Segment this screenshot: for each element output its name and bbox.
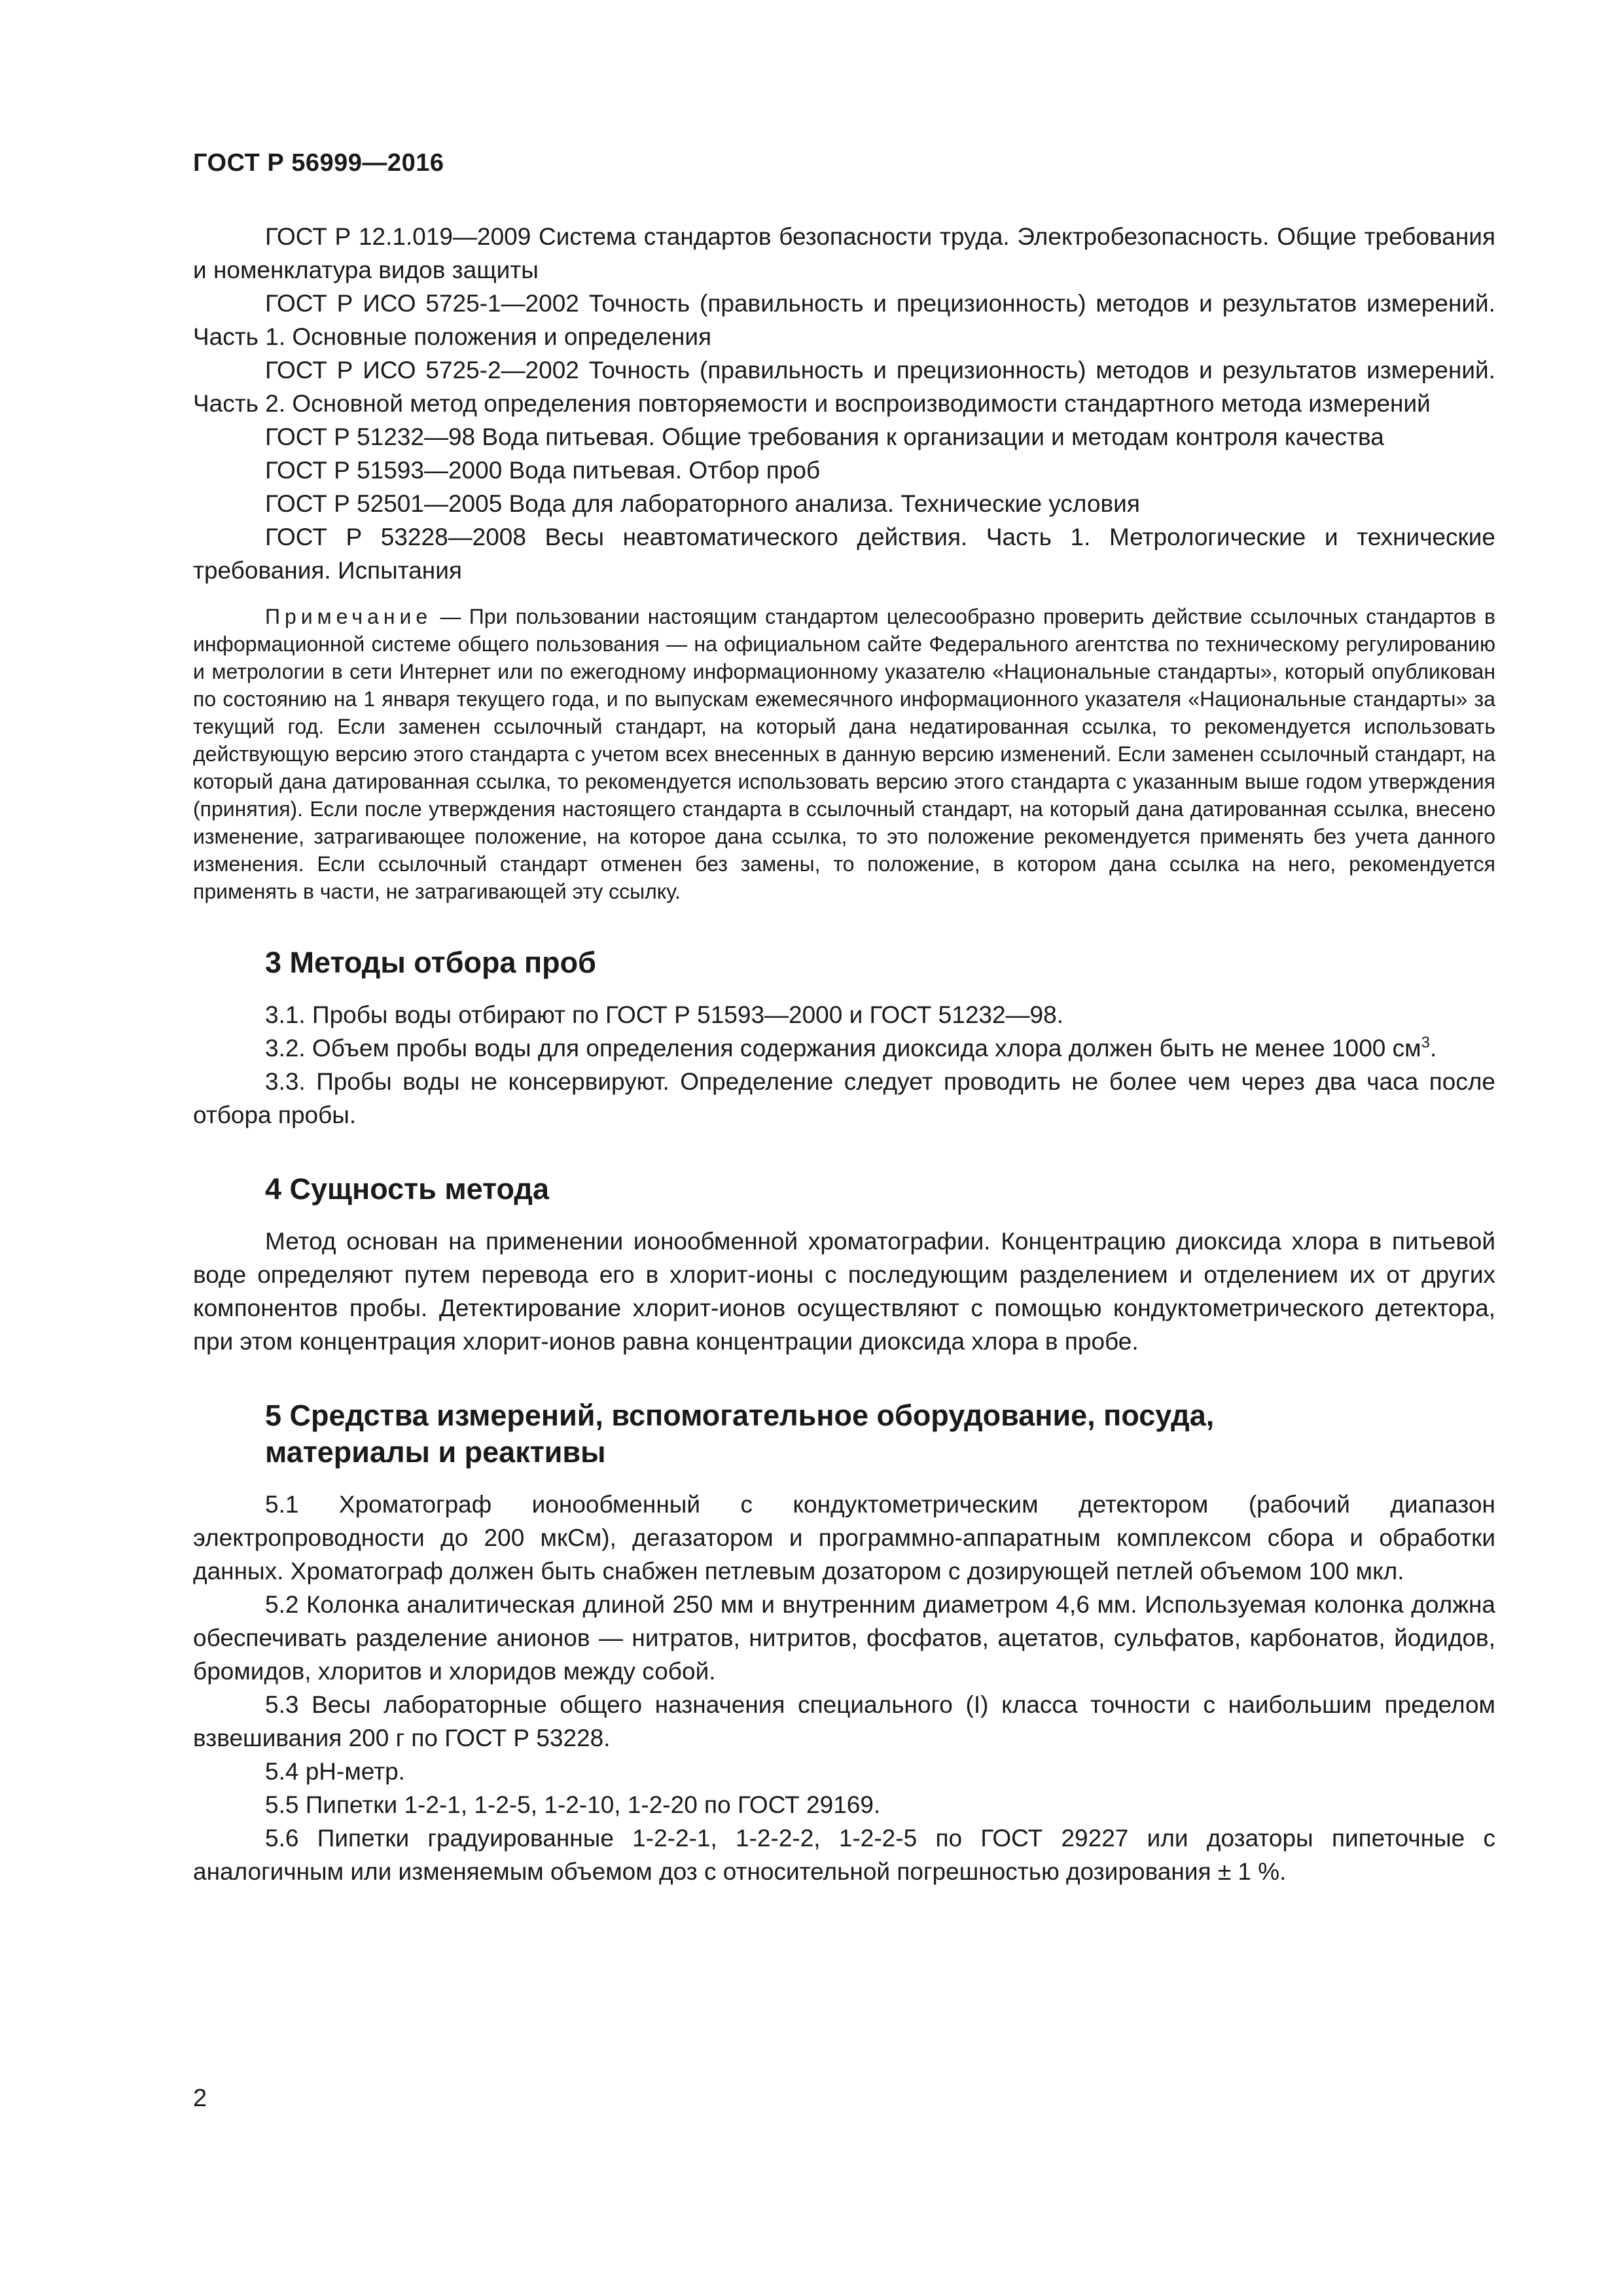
paragraph: 5.3 Весы лабораторные общего назначения специального (I) класса точности с наибольшим пределом взвешивания 200 г по ГОСТ Р 53228. <box>193 1691 1495 1751</box>
section-4 <box>193 1171 1495 1358</box>
paragraph: 5.1 Хроматограф ионообменный с кондуктометрическим детектором (рабочий диапазон электропроводности до 200 мкСм), дегазатором и программно-аппаратным комплексом сбора и обработки данных. Хроматограф должен быть снабжен петлевым дозатором с дозирующей петлей объемом 100 мкл. <box>193 1491 1495 1585</box>
reference-item: ГОСТ Р 12.1.019—2009 Система стандартов безопасности труда. Электробезопасность. Общие требования и номенклатура видов защиты <box>193 223 1495 283</box>
note-text: — При пользовании настоящим стандартом целесообразно проверить действие ссылочных стандартов в информационной системе общего пользования — на официальном сайте Федерального агентства по техническому регулированию и метрологии в сети Интернет или по ежегодному информационному указателю «Национальные стандарты», который опубликован по состоянию на 1 января текущего года, и по выпускам ежемесячного информационного указателя «Национальные стандарты» за текущий год. Если заменен ссылочный стандарт, на который дана недатированная ссылка, то рекомендуется использовать действующую версию этого стандарта с учетом всех внесенных в данную версию изменений. Если заменен ссылочный стандарт, на который дана датированная ссылка, то рекомендуется использовать версию этого стандарта с указанным выше годом утверждения (принятия). Если после утверждения настоящего стандарта в ссылочный стандарт, на который дана датированная ссылка, внесено изменение, затрагивающее положение, на которое дана ссылка, то это положение рекомендуется применять без учета данного изменения. Если ссылочный стандарт отменен без замены, то положение, в котором дана ссылка на него, рекомендуется применять в части, не затрагивающей эту ссылку. <box>193 605 1495 903</box>
paragraph: 5.2 Колонка аналитическая длиной 250 мм и внутренним диаметром 4,6 мм. Используемая колонка должна обеспечивать разделение анионов — нитратов, нитритов, фосфатов, ацетатов, сульфатов, карбонатов, йодидов, бромидов, хлоритов и хлоридов между собой. <box>193 1591 1495 1685</box>
paragraph: Метод основан на применении ионообменной хроматографии. Концентрацию диоксида хлора в питьевой воде определяют путем перевода его в хлорит-ионы с последующим разделением и отделением их от других компонентов пробы. Детектирование хлорит-ионов осуществляют с помощью кондуктометрического детектора, при этом концентрация хлорит-ионов равна концентрации диоксида хлора в пробе. <box>193 1228 1495 1355</box>
reference-item: ГОСТ Р 51232—98 Вода питьевая. Общие требования к организации и методам контроля качества <box>265 423 1384 450</box>
paragraph-end: . <box>1429 1035 1437 1062</box>
reference-item: ГОСТ Р 52501—2005 Вода для лабораторного анализа. Технические условия <box>265 490 1140 517</box>
paragraph <box>193 1031 1495 1065</box>
section-title-line: 5 Средства измерений, вспомогательное оборудование, посуда, <box>265 1399 1215 1432</box>
paragraph-text: 3.2. Объем пробы воды для определения содержания диоксида хлора должен быть не менее 1000 см <box>265 1035 1421 1062</box>
section-title <box>265 1397 1495 1471</box>
page-number: 2 <box>193 2085 207 2112</box>
page-content <box>193 220 1495 1888</box>
paragraph: 3.1. Пробы воды отбирают по ГОСТ Р 51593—2000 и ГОСТ 51232—98. <box>265 1001 1063 1028</box>
normative-references <box>193 220 1495 587</box>
reference-item: ГОСТ Р ИСО 5725-1—2002 Точность (правильность и прецизионность) методов и результатов измерений. Часть 1. Основные положения и определения <box>193 290 1495 350</box>
superscript: 3 <box>1421 1033 1430 1052</box>
section-title: 3 Методы отбора проб <box>265 946 596 979</box>
section-3 <box>193 944 1495 1132</box>
paragraph: 3.3. Пробы воды не консервируют. Определение следует проводить не более чем через два часа после отбора пробы. <box>193 1068 1495 1128</box>
note-block <box>193 603 1495 905</box>
paragraph: 5.5 Пипетки 1-2-1, 1-2-5, 1-2-10, 1-2-20 по ГОСТ 29169. <box>265 1791 881 1818</box>
reference-item: ГОСТ Р 51593—2000 Вода питьевая. Отбор проб <box>265 457 821 484</box>
reference-item: ГОСТ Р ИСО 5725-2—2002 Точность (правильность и прецизионность) методов и результатов измерений. Часть 2. Основной метод определения повторяемости и воспроизводимости стандартного метода измерений <box>193 357 1495 417</box>
document-header: ГОСТ Р 56999—2016 <box>193 149 444 177</box>
paragraph: 5.4 pH-метр. <box>265 1758 405 1785</box>
paragraph: 5.6 Пипетки градуированные 1-2-2-1, 1-2-2-2, 1-2-2-5 по ГОСТ 29227 или дозаторы пипеточные с аналогичным или изменяемым объемом доз с относительной погрешностью дозирования ± 1 %. <box>193 1825 1495 1885</box>
section-title-line: материалы и реактивы <box>265 1435 606 1469</box>
reference-item: ГОСТ Р 53228—2008 Весы неавтоматического действия. Часть 1. Метрологические и технические требования. Испытания <box>193 524 1495 584</box>
section-title: 4 Сущность метода <box>265 1172 549 1206</box>
section-5 <box>193 1397 1495 1888</box>
note-label: Примечание <box>265 605 433 628</box>
